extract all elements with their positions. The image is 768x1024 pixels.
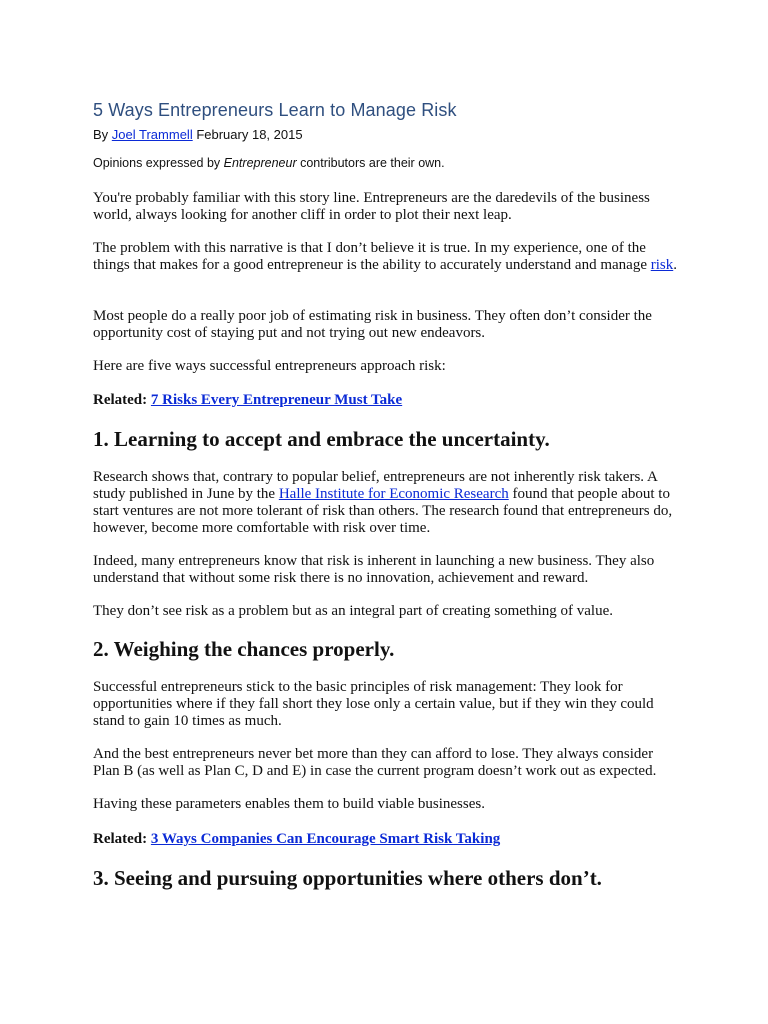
halle-institute-link[interactable]: Halle Institute for Economic Research [278,486,509,502]
paragraph-research [93,469,683,537]
paragraph-problem-end: . [673,257,677,273]
paragraph-problem-text: The problem with this narrative is that I don’t believe it is true. In my experience, one of the things that makes for a good entrepreneur is the ability to accurately understand and manage [93,240,651,273]
paragraph-estimating: Most people do a really poor job of estimating risk in business. They often don’t consider the opportunity cost of staying put and not trying out new endeavors. [93,308,652,341]
byline-date: February 18, 2015 [192,127,303,142]
related-label-1: Related: [93,392,151,408]
related-label-2: Related: [93,831,151,847]
author-link[interactable]: Joel Trammell [111,127,193,142]
article-title: 5 Ways Entrepreneurs Learn to Manage Risk [93,100,457,120]
section-heading-2: 2. Weighing the chances properly. [93,637,395,661]
paragraph-intro: You're probably familiar with this story line. Entrepreneurs are the daredevils of the business world, always looking for another cliff in order to plot their next leap. [93,190,650,223]
paragraph-integral-part: They don’t see risk as a problem but as an integral part of creating something of value. [93,603,613,619]
opinion-disclaimer [93,156,683,170]
risk-link[interactable]: risk [650,257,674,273]
paragraph-problem [93,240,683,274]
paragraph-parameters: Having these parameters enables them to build viable businesses. [93,796,485,812]
related-article-link-2[interactable]: 3 Ways Companies Can Encourage Smart Risk Taking [150,831,501,847]
paragraph-inherent-risk: Indeed, many entrepreneurs know that risk is inherent in launching a new business. They also understand that without some risk there is no innovation, achievement and reward. [93,553,655,586]
related-article-link-1[interactable]: 7 Risks Every Entrepreneur Must Take [150,392,403,408]
opinion-publication: Entrepreneur [223,156,297,170]
related-link-1 [93,392,683,409]
opinion-suffix: contributors are their own. [296,156,445,170]
paragraph-principles: Successful entrepreneurs stick to the basic principles of risk management: They look for opportunities where if they fall short they lose only a certain value, but if they win they could stand to gain 10 times as much. [93,679,654,729]
paragraph-research-text2: found that people about to start ventures are not more tolerant of risk than others. The research found that entrepreneurs do, however, become more comfortable with risk over time. [93,486,673,536]
byline-prefix: By [93,127,112,142]
paragraph-never-bet: And the best entrepreneurs never bet more than they can afford to lose. They always consider Plan B (as well as Plan C, D and E) in case the current program doesn’t work out as expected. [93,746,657,779]
paragraph-five-ways: Here are five ways successful entrepreneurs approach risk: [93,358,446,374]
byline [93,127,683,142]
related-link-2 [93,831,683,848]
paragraph-research-text1: Research shows that, contrary to popular belief, entrepreneurs are not inherently risk takers. A study published in June by the [93,469,657,502]
opinion-prefix: Opinions expressed by [93,156,224,170]
section-heading-3: 3. Seeing and pursuing opportunities where others don’t. [93,866,602,890]
section-heading-1: 1. Learning to accept and embrace the uncertainty. [93,427,550,451]
